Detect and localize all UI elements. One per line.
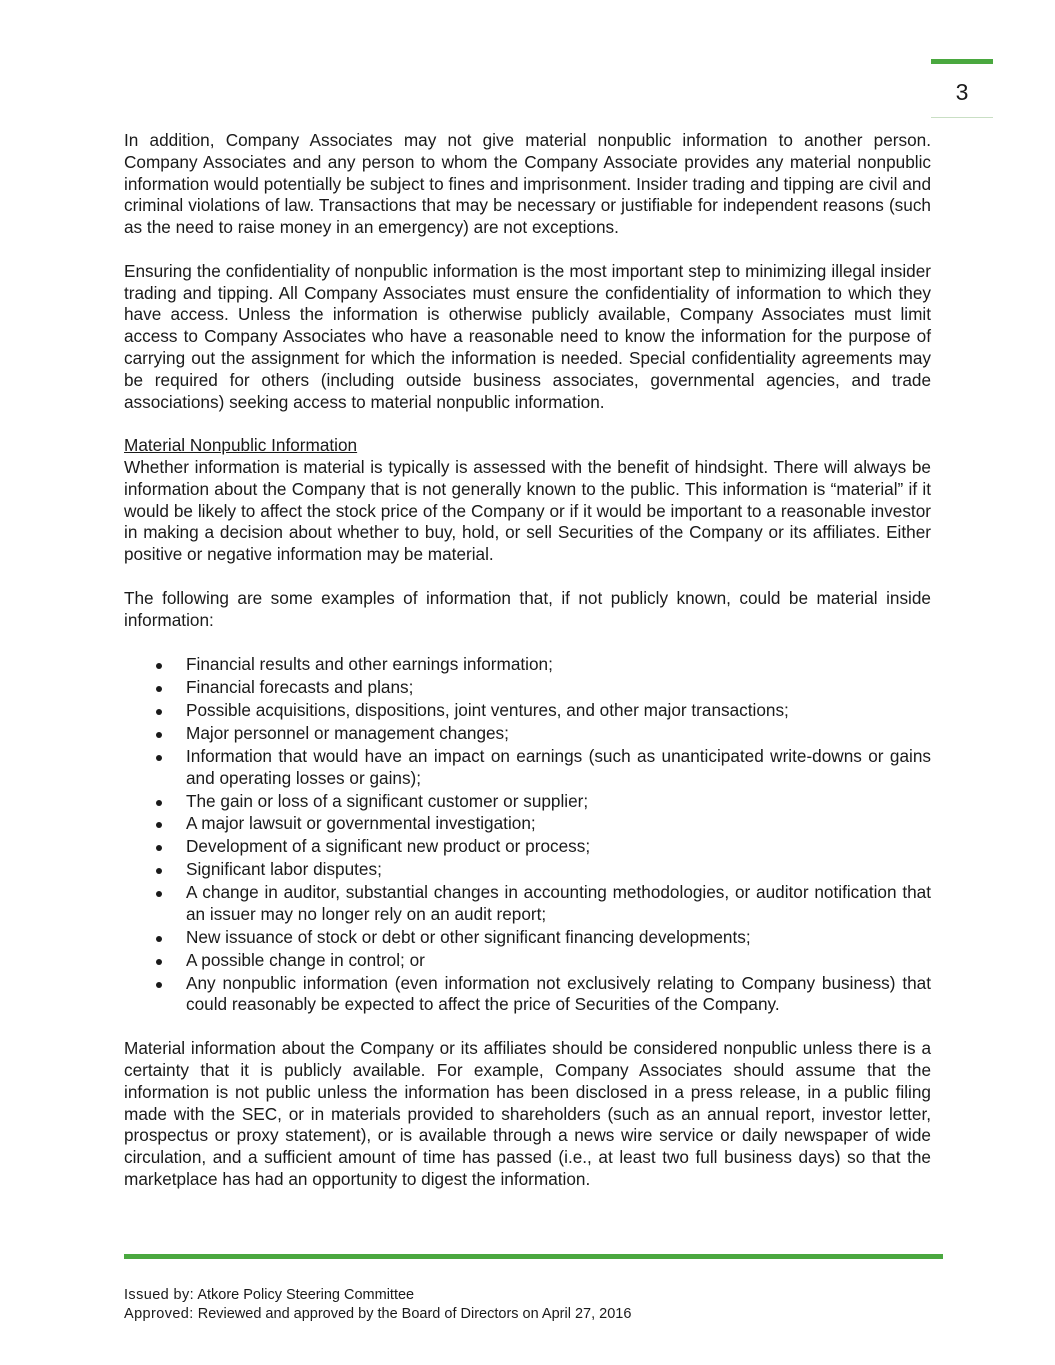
list-item: Any nonpublic information (even information not exclusively relating to Company business) that could reasonably be expected to affect the price of Securities of the Company. <box>124 973 931 1017</box>
bullet-icon <box>156 663 162 669</box>
bullet-icon <box>156 732 162 738</box>
approved-value: Reviewed and approved by the Board of Directors on April 27, 2016 <box>197 1306 632 1322</box>
bullet-icon <box>156 800 162 806</box>
bullet-icon <box>156 982 162 988</box>
bullet-icon <box>156 709 162 715</box>
bullet-icon <box>156 845 162 851</box>
list-item: Possible acquisitions, dispositions, joint ventures, and other major transactions; <box>124 700 931 722</box>
header-accent-bar <box>931 59 993 64</box>
page-number: 3 <box>955 79 969 105</box>
footer-divider <box>124 1254 943 1259</box>
paragraph-disclosure: In addition, Company Associates may not give material nonpublic information to another person. Company Associates and any person to whom the Company Associate provides any material nonpublic information would potentially be subject to fines and imprisonment. Insider trading and tipping are civil and criminal violations of law. Transactions that may be necessary or justifiable for independent reasons (such as the need to raise money in an emergency) are not exceptions. <box>124 130 931 238</box>
bullet-icon <box>156 755 162 761</box>
header-divider <box>931 117 993 118</box>
list-item: Financial forecasts and plans; <box>124 677 931 699</box>
paragraph-examples-intro: The following are some examples of information that, if not publicly known, could be material inside information: <box>124 587 931 630</box>
paragraph-confidentiality: Ensuring the confidentiality of nonpublic information is the most important step to minimizing illegal insider trading and tipping. All Company Associates must ensure the confidentiality of information to which they have access. Unless the information is otherwise publicly available, Company Associates must limit access to Company Associates who have a reasonable need to know the information for the purpose of carrying out the assignment for which the information is needed. Special confidentiality agreements may be required for others (including outside business associates, governmental agencies, and trade associations) seeking access to material nonpublic information. <box>124 260 931 412</box>
paragraph-materiality: Whether information is material is typically is assessed with the benefit of hindsight. There will always be information about the Company that is not generally known to the public. This information is “material” if it would be likely to affect the stock price of the Company or if it would be important to a reasonable investor in making a decision about whether to buy, hold, or sell Securities of the Company or its affiliates. Either positive or negative information may be material. <box>124 456 931 565</box>
list-item: Financial results and other earnings information; <box>124 654 931 676</box>
bullet-icon <box>156 936 162 942</box>
issued-label: Issued by: <box>124 1287 195 1303</box>
list-item: New issuance of stock or debt or other significant financing developments; <box>124 927 931 949</box>
bullet-icon <box>156 891 162 897</box>
bullet-icon <box>156 822 162 828</box>
list-item: A major lawsuit or governmental investigation; <box>124 813 931 835</box>
footer-approved <box>124 1305 631 1324</box>
footer-issued <box>124 1286 631 1305</box>
bullet-icon <box>156 686 162 692</box>
approved-label: Approved: <box>124 1306 194 1322</box>
issued-value: Atkore Policy Steering Committee <box>197 1287 415 1303</box>
examples-list <box>124 654 931 1016</box>
list-item: The gain or loss of a significant customer or supplier; <box>124 791 931 813</box>
list-item: A possible change in control; or <box>124 950 931 972</box>
bullet-icon <box>156 868 162 874</box>
list-item: Significant labor disputes; <box>124 859 931 881</box>
document-body <box>124 130 931 1191</box>
paragraph-nonpublic: Material information about the Company or its affiliates should be considered nonpublic unless there is a certainty that it is publicly available. For example, Company Associates should assume that the information is not public unless the information has been disclosed in a press release, in a public filing made with the SEC, or in materials provided to shareholders (such as an annual report, investor letter, prospectus or proxy statement), or is available through a news wire service or daily newspaper of wide circulation, and a sufficient amount of time has passed (i.e., at least two full business days) so that the marketplace has had an opportunity to digest the information. <box>124 1038 931 1189</box>
list-item: Information that would have an impact on earnings (such as unanticipated write-downs or gains and operating losses or gains); <box>124 746 931 790</box>
footer <box>124 1286 631 1324</box>
list-item: Major personnel or management changes; <box>124 723 931 745</box>
list-item: A change in auditor, substantial changes in accounting methodologies, or auditor notification that an issuer may no longer rely on an audit report; <box>124 882 931 926</box>
bullet-icon <box>156 959 162 965</box>
section-heading: Material Nonpublic Information <box>124 435 358 456</box>
list-item: Development of a significant new product or process; <box>124 836 931 858</box>
